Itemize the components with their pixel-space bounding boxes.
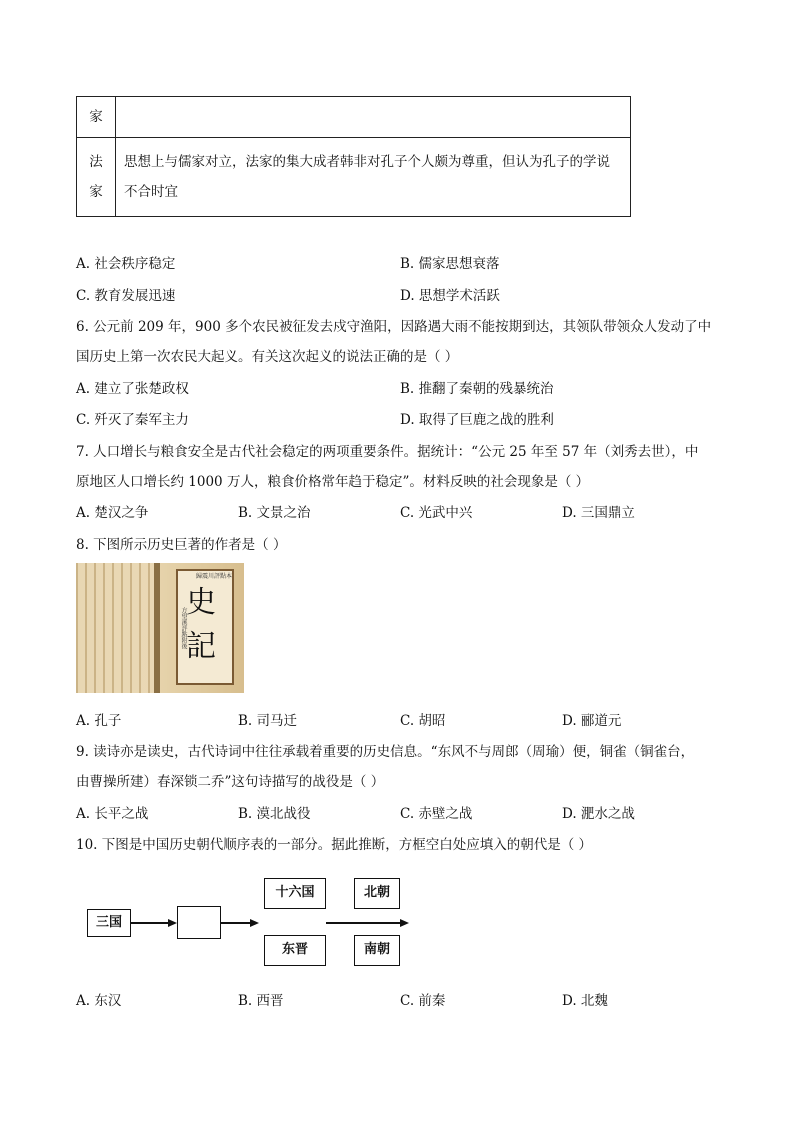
table-value-cell bbox=[116, 97, 631, 138]
q8-option-a[interactable]: A. 孔子 bbox=[76, 713, 122, 729]
q7-stem-line2: 原地区人口增长约 1000 万人，粮食价格常年趋于稳定”。材料反映的社会现象是（ ） bbox=[76, 474, 590, 490]
dynasty-box-eastern-jin: 东晋 bbox=[264, 935, 326, 966]
q5-option-c[interactable]: C. 教育发展迅速 bbox=[76, 288, 176, 304]
table-key-line: 法 bbox=[89, 154, 103, 170]
q9-option-d[interactable]: D. 淝水之战 bbox=[562, 806, 635, 822]
dynasty-box-three-kingdoms: 三国 bbox=[87, 909, 131, 937]
table-key-cell: 家 bbox=[77, 97, 116, 138]
table-key-cell bbox=[77, 138, 116, 217]
table-row bbox=[77, 97, 631, 138]
q8-option-c[interactable]: C. 胡昭 bbox=[400, 713, 446, 729]
q6-option-c[interactable]: C. 歼灭了秦军主力 bbox=[76, 412, 189, 428]
shiji-book-image bbox=[76, 563, 244, 693]
table-key-line: 家 bbox=[89, 184, 103, 200]
q6-option-d[interactable]: D. 取得了巨鹿之战的胜利 bbox=[400, 412, 554, 428]
q9-option-a[interactable]: A. 长平之战 bbox=[76, 806, 149, 822]
book-small-side-text: 方望溪評點附後 bbox=[180, 607, 187, 649]
q6-stem-line2: 国历史上第一次农民大起义。有关这次起义的说法正确的是（ ） bbox=[76, 349, 459, 365]
table-value-line: 不合时宜 bbox=[124, 184, 178, 200]
table-row bbox=[77, 138, 631, 217]
q7-option-b[interactable]: B. 文景之治 bbox=[238, 505, 311, 521]
q10-option-c[interactable]: C. 前秦 bbox=[400, 993, 446, 1009]
q8-option-d[interactable]: D. 郦道元 bbox=[562, 713, 622, 729]
q10-option-a[interactable]: A. 东汉 bbox=[76, 993, 122, 1009]
schools-table bbox=[76, 96, 631, 217]
book-small-top-text: 歸震川評點本 bbox=[196, 573, 233, 580]
q10-stem-line1: 10. 下图是中国历史朝代顺序表的一部分。据此推断，方框空白处应填入的朝代是（ ） bbox=[76, 837, 593, 853]
q7-option-a[interactable]: A. 楚汉之争 bbox=[76, 505, 149, 521]
q8-stem-line1: 8. 下图所示历史巨著的作者是（ ） bbox=[76, 537, 287, 553]
arrow-head bbox=[400, 919, 409, 927]
table-value-cell bbox=[116, 138, 631, 217]
q5-option-a[interactable]: A. 社会秩序稳定 bbox=[76, 256, 176, 272]
q9-option-c[interactable]: C. 赤壁之战 bbox=[400, 806, 473, 822]
table-value-line: 思想上与儒家对立，法家的集大成者韩非对孔子个人颇为尊重，但认为孔子的学说 bbox=[124, 154, 610, 170]
book-spine bbox=[154, 563, 160, 693]
q9-stem-line1: 9. 读诗亦是读史，古代诗词中往往承载着重要的历史信息。“东风不与周郎（周瑜）便，铜雀（铜雀台， bbox=[76, 744, 695, 760]
q10-option-b[interactable]: B. 西晋 bbox=[238, 993, 284, 1009]
q9-stem-line2: 由曹操所建）春深锁二乔”这句诗描写的战役是（ ） bbox=[76, 774, 385, 790]
q6-option-b[interactable]: B. 推翻了秦朝的残暴统治 bbox=[400, 381, 554, 397]
q6-stem-line1: 6. 公元前 209 年，900 多个农民被征发去戍守渔阳，因路遇大雨不能按期到达，其领队带领众人发动了中 bbox=[76, 319, 712, 335]
arrow-line bbox=[221, 922, 251, 924]
arrow-line bbox=[131, 922, 169, 924]
dynasty-box-northern-dynasties: 北朝 bbox=[354, 878, 400, 909]
q7-option-c[interactable]: C. 光武中兴 bbox=[400, 505, 473, 521]
q5-option-d[interactable]: D. 思想学术活跃 bbox=[400, 288, 500, 304]
arrow-line bbox=[326, 922, 401, 924]
dynasty-box-southern-dynasties: 南朝 bbox=[354, 935, 400, 966]
arrow-head bbox=[168, 919, 177, 927]
dynasty-box-sixteen-kingdoms: 十六国 bbox=[264, 878, 326, 909]
q9-option-b[interactable]: B. 漠北战役 bbox=[238, 806, 311, 822]
book-title-text: 史記 bbox=[186, 585, 216, 664]
q5-option-b[interactable]: B. 儒家思想衰落 bbox=[400, 256, 500, 272]
q7-stem-line1: 7. 人口增长与粮食安全是古代社会稳定的两项重要条件。据统计：“公元 25 年至 57 年（刘秀去世），中 bbox=[76, 444, 699, 460]
q10-option-d[interactable]: D. 北魏 bbox=[562, 993, 608, 1009]
q6-option-a[interactable]: A. 建立了张楚政权 bbox=[76, 381, 189, 397]
q8-option-b[interactable]: B. 司马迁 bbox=[238, 713, 298, 729]
book-text-page bbox=[76, 563, 154, 693]
q7-option-d[interactable]: D. 三国鼎立 bbox=[562, 505, 635, 521]
dynasty-box-blank[interactable] bbox=[177, 906, 221, 939]
arrow-head bbox=[250, 919, 259, 927]
